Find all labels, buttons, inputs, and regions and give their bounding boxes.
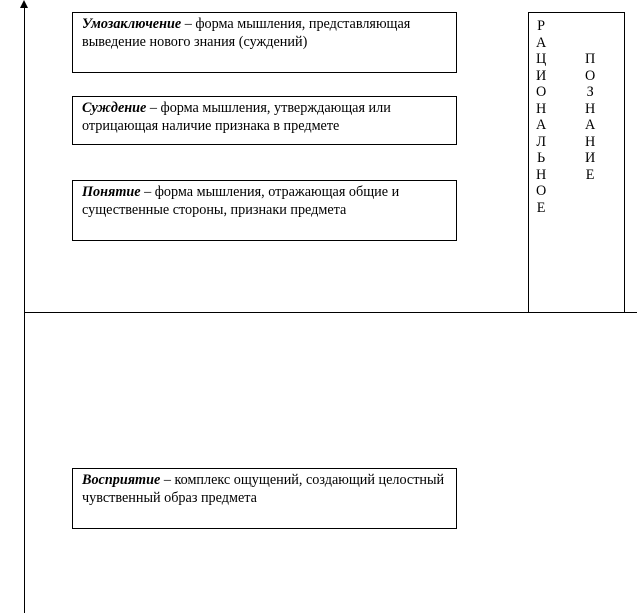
axis-arrow-up-icon: [20, 0, 28, 8]
letter: О: [536, 84, 547, 100]
letter: О: [585, 67, 596, 84]
box-inference: [72, 12, 457, 73]
letter: П: [585, 51, 596, 67]
box-judgment-dash: –: [146, 100, 161, 116]
letter: А: [585, 117, 596, 133]
letter: Н: [585, 100, 596, 117]
letter: Л: [536, 133, 546, 150]
rational-cognition-label-box: [528, 12, 625, 313]
vertical-axis-line: [24, 6, 25, 613]
letter: А: [536, 117, 547, 133]
box-perception-dash: –: [160, 472, 175, 488]
letter: Ь: [537, 150, 546, 166]
box-perception-text: комплекс ощущений, создающий целостный чувственный образ предмета: [82, 472, 445, 506]
vertical-word-cognition: [585, 51, 595, 183]
letter: Н: [585, 133, 596, 150]
letter: Ц: [536, 51, 547, 67]
term-judgment: Суждение: [82, 100, 147, 116]
box-judgment-text: форма мышления, утверждающая или отрицающая наличие признака в предмете: [82, 100, 391, 134]
box-judgment: [72, 96, 457, 145]
letter: И: [585, 150, 596, 166]
term-perception: Восприятие: [82, 472, 161, 488]
box-inference-text: форма мышления, представляющая выведение нового знания (суждений): [82, 16, 411, 50]
letter: Е: [536, 199, 546, 216]
letter: Е: [585, 166, 595, 183]
box-concept-dash: –: [140, 184, 155, 200]
letter: О: [536, 183, 547, 199]
term-concept: Понятие: [82, 184, 141, 200]
letter: Н: [536, 100, 547, 117]
box-concept: [72, 180, 457, 241]
letter: Н: [536, 166, 547, 183]
letter: Р: [537, 18, 546, 34]
letter: З: [586, 84, 594, 100]
letter: А: [536, 34, 547, 51]
term-inference: Умозаключение: [82, 16, 182, 32]
box-perception: [72, 468, 457, 529]
vertical-word-rational: [536, 18, 546, 216]
box-inference-dash: –: [181, 16, 196, 32]
letter: И: [536, 67, 547, 84]
box-concept-text: форма мышления, отражающая общие и существенные стороны, признаки предмета: [82, 184, 400, 218]
